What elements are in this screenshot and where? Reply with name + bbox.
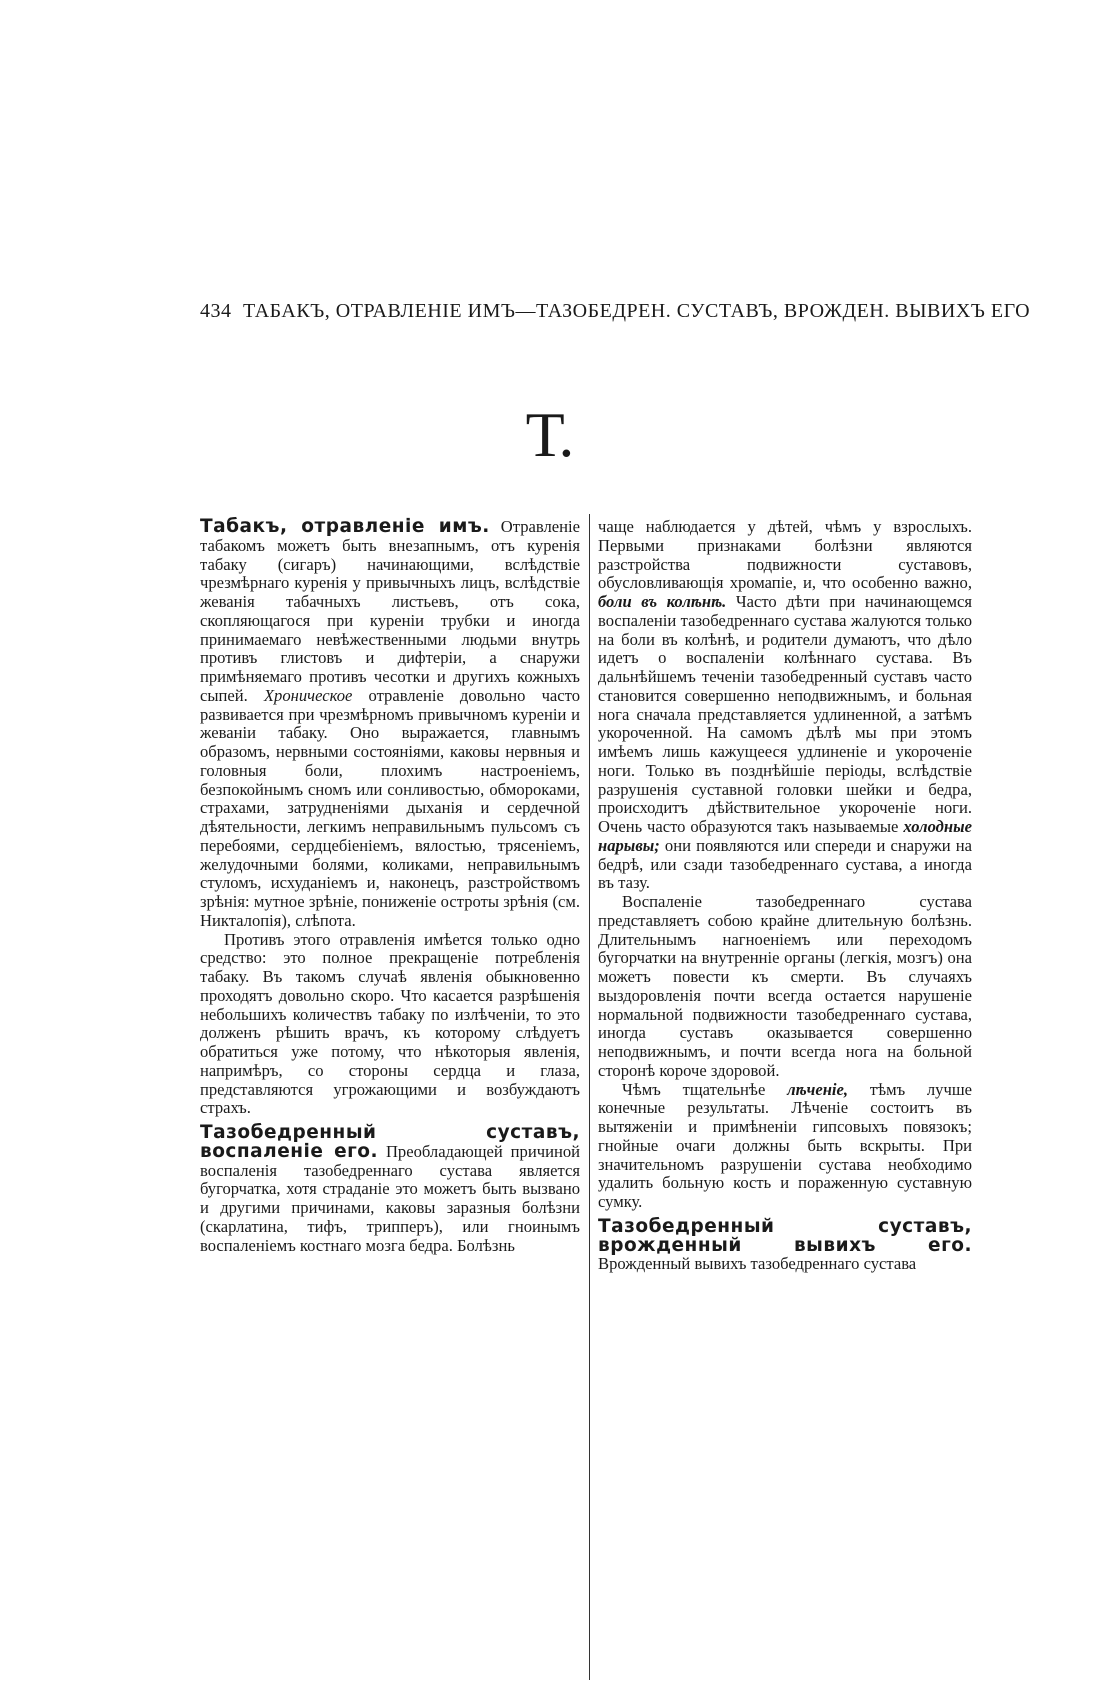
emphasis-text: холодные нарывы; xyxy=(598,817,972,855)
article-text: Врожденный вывихъ тазобедреннаго сустава xyxy=(598,1254,917,1274)
article-text: Часто дѣти при начинающемся воспаленіи тазобедреннаго сустава жалуются только на боли въ колѣнѣ, и родители думаютъ, что дѣло идетъ о воспаленіи колѣннаго сустава. Въ дальнѣйшемъ теченіи тазобедренный суставъ часто становится совершенно неподвижнымъ, и больная нога сначала представляется удлиненной, а затѣмъ укороченной. На самомъ дѣлѣ мы при этомъ имѣемъ лишь кажущееся удлиненіе и укороченіе ноги. Только въ позднѣйшіе періоды, вслѣдствіе разрушенія суставной головки шейки и бедра, происходитъ дѣйствительное укороченіе ноги. Очень часто образуются такъ называемые xyxy=(598,592,972,836)
article-heading: Табакъ, отравленіе имъ. xyxy=(200,516,490,537)
article-text: Чѣмъ тщательнѣе xyxy=(622,1079,766,1099)
article-text: чаще наблюдается у дѣтей, чѣмъ у взрослыхъ. Первыми признаками болѣзни являются разстройства подвижности суставовъ, обусловливающія хромапіе, и, что особенно важно, xyxy=(598,517,972,593)
emphasis-text: Хроническое xyxy=(263,685,353,705)
paragraph: Противъ этого отравленія имѣется только одно средство: это полное прекращеніе потребленія табаку. Въ такомъ случаѣ явленія обыкновенно проходятъ довольно скоро. Что касается разрѣшенія небольшихъ количествъ табаку по излѣченіи, то это долженъ рѣшить врачъ, къ которому слѣдуетъ обратиться уже потому, что нѣкоторыя явленія, напримѣръ, со стороны сердца и глаза, представляются угрожающими и возбуждаютъ страхъ. xyxy=(200,929,580,1118)
article-text: отравленіе довольно часто развивается при чрезмѣрномъ привычномъ куреніи и жеваніи табаку. Оно выражается, главнымъ образомъ, нервными состояніями, каковы нервныя и головныя боли, плохимъ настроеніемъ, безпокойнымъ сномъ или сонливостью, обмороками, страхами, затрудненіями дыханія и сердечной дѣятельности, легкимъ неправильнымъ пульсомъ съ перебоями, сердцебіеніемъ, вялостью, трясеніемъ, желудочными болями, коликами, неправильнымъ стуломъ, исхуданіемъ и, наконецъ, разстройствомъ зрѣнія: мутное зрѣніе, пониженіе остроты зрѣнія (см. Никталопія), слѣпота. xyxy=(200,685,580,930)
article-text: Отравленіе табакомъ можетъ быть внезапнымъ, отъ куренія табаку (сигаръ) начинающими, вслѣдствіе чрезмѣрнаго куренія у привычныхъ лицъ, вслѣдствіе жеванія табачныхъ листьевъ, отъ сока, скопляющагося при куреніи трубки и иногда принимаемаго невѣжественными людьми внутрь противъ глистовъ и дифтеріи, а снаружи примѣняемаго противъ чесотки и другихъ кожныхъ сыпей. xyxy=(200,517,580,705)
article-text: они появляются или спереди и снаружи на бедрѣ, или сзади тазобедреннаго сустава, а иногда въ тазу. xyxy=(598,835,972,893)
article-heading: Тазобедренный суставъ, врожденный вывихъ его. xyxy=(598,1215,972,1256)
running-header xyxy=(200,300,1031,334)
paragraph-continued xyxy=(598,518,972,893)
paragraph xyxy=(598,1081,972,1212)
article-heading: Тазобедренный суставъ, воспаленіе его. xyxy=(200,1122,580,1162)
column-divider xyxy=(589,514,590,1680)
right-column xyxy=(598,518,972,1274)
left-column xyxy=(200,518,580,1255)
paragraph: Воспаленіе тазобедреннаго сустава представляетъ собою крайне длительную болѣзнь. Длительнымъ нагноеніемъ или переходомъ бугорчатки на внутренніе органы (легкія, мозгъ) она можетъ повести къ смерти. Въ случаяхъ выздоровленія почти всегда остается нарушеніе нормальной подвижности тазобедреннаго сустава, иногда суставъ оказывается совершенно неподвижнымъ, и почти всегда нога на больной сторонѣ короче здоровой. xyxy=(598,892,972,1080)
article-congenital-hip-dislocation xyxy=(598,1215,972,1274)
article-hip-joint-inflammation xyxy=(200,1124,580,1255)
article-tobacco-poisoning xyxy=(200,518,580,931)
article-text: Преобладающей причиной воспаленія тазобедреннаго сустава является бугорчатка, хотя страданіе это можетъ быть вызвано и другими причинами, каковы заразныя болѣзни (скарлатина, тифъ, трипперъ), или гноинымъ воспаленіемъ костнаго мозга бедра. Болѣзнь xyxy=(200,1141,581,1255)
running-title: ТАБАКЪ, ОТРАВЛЕНІЕ ИМЪ—ТАЗОБЕДРЕН. СУСТАВЪ, ВРОЖДЕН. ВЫВИХЪ ЕГО xyxy=(243,300,1031,322)
emphasis-text: боли въ колѣнѣ. xyxy=(598,592,727,611)
article-text: тѣмъ лучше конечные результаты. Лѣченіе состоитъ въ вытяженіи и примѣненіи гипсовыхъ повязокъ; гнойные очаги должны быть вскрыты. При значительномъ разрушеніи сустава необходимо удалить больную кость и пораженную суставную сумку. xyxy=(598,1079,972,1211)
page-number: 434 xyxy=(200,300,232,322)
emphasis-text: лѣченіе, xyxy=(787,1079,849,1099)
section-letter: Т. xyxy=(525,399,575,470)
